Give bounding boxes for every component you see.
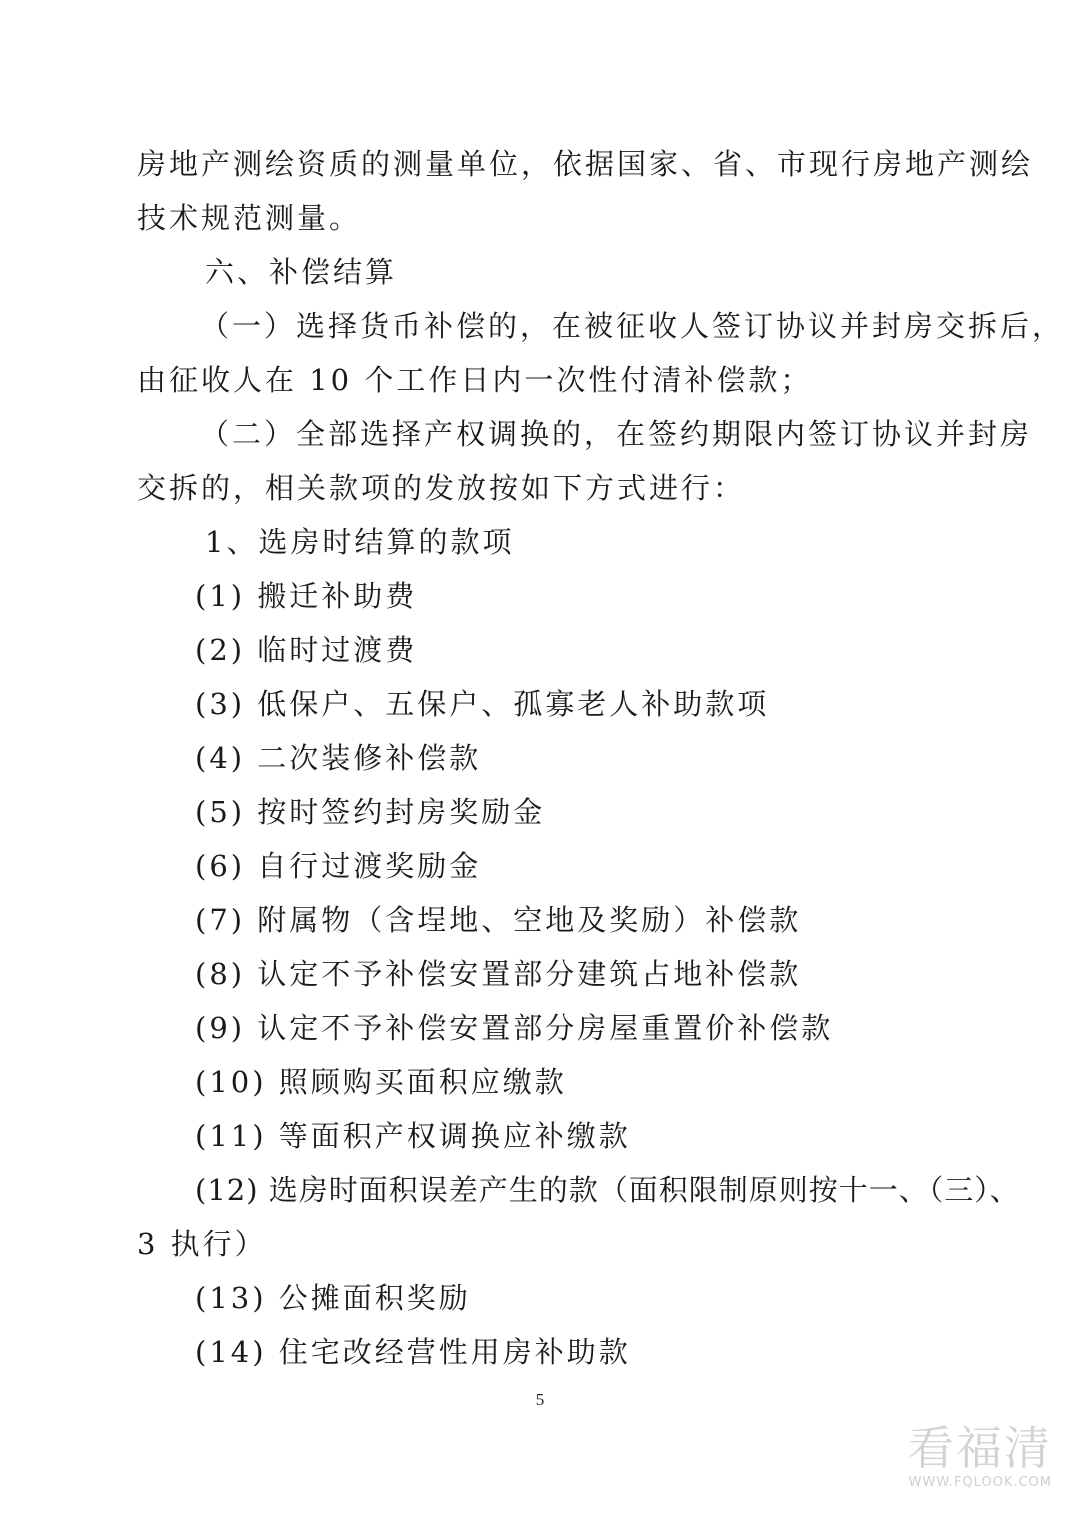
- list-item: (7) 附属物（含埕地、空地及奖励）补偿款: [195, 903, 802, 937]
- list-item: (5) 按时签约封房奖励金: [195, 795, 546, 829]
- text-line: 技术规范测量。: [137, 201, 362, 235]
- list-item: (8) 认定不予补偿安置部分建筑占地补偿款: [195, 957, 802, 991]
- section-heading: 六、补偿结算: [205, 255, 398, 289]
- list-item: (10) 照顾购买面积应缴款: [195, 1065, 567, 1099]
- list-item-continuation: 3 执行）: [137, 1227, 267, 1261]
- watermark-url: WWW.FQLOOK.COM: [908, 1475, 1052, 1490]
- text-line: （二）全部选择产权调换的，在签约期限内签订协议并封房: [200, 417, 1033, 451]
- list-item: (11) 等面积产权调换应补缴款: [195, 1119, 631, 1153]
- list-item: (12) 选房时面积误差产生的款（面积限制原则按十一、（三）、: [195, 1173, 1020, 1207]
- text-line: 由征收人在 10 个工作日内一次性付清补偿款；: [137, 363, 813, 397]
- text-line: （一）选择货币补偿的，在被征收人签订协议并封房交拆后，: [200, 309, 1065, 343]
- list-item: (3) 低保户、五保户、孤寡老人补助款项: [195, 687, 770, 721]
- watermark-title: 看福清: [908, 1421, 1052, 1475]
- text-line: 交拆的，相关款项的发放按如下方式进行：: [137, 471, 746, 505]
- list-item: (4) 二次装修补偿款: [195, 741, 482, 775]
- list-item: (14) 住宅改经营性用房补助款: [195, 1335, 631, 1369]
- list-item: (13) 公摊面积奖励: [195, 1281, 471, 1315]
- list-item: (9) 认定不予补偿安置部分房屋重置价补偿款: [195, 1011, 834, 1045]
- list-item: (2) 临时过渡费: [195, 633, 418, 667]
- list-item: (1) 搬迁补助费: [195, 579, 418, 613]
- list-item: (6) 自行过渡奖励金: [195, 849, 482, 883]
- page-number: 5: [535, 1390, 545, 1409]
- text-line: 房地产测绘资质的测量单位，依据国家、省、市现行房地产测绘: [137, 147, 1034, 181]
- watermark-logo: [908, 1423, 1052, 1490]
- subsection-heading: 1、选房时结算的款项: [205, 525, 515, 559]
